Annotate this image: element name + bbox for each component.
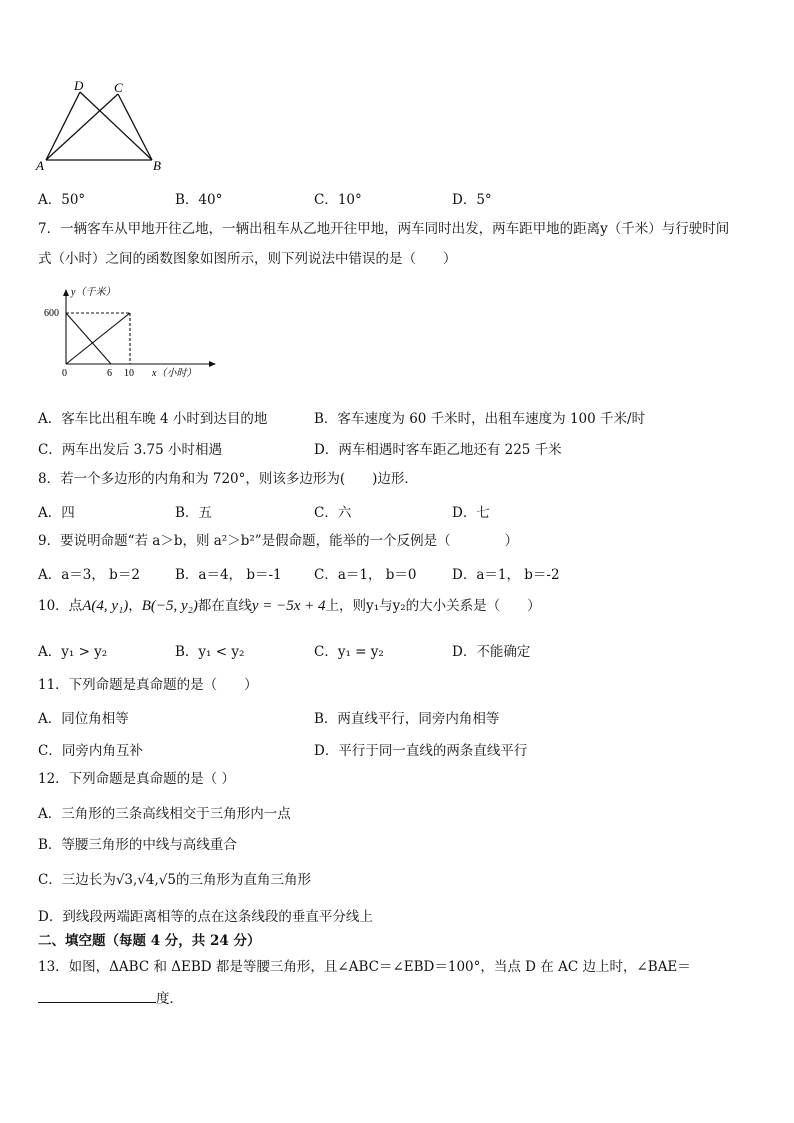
section-title-fill-in: 二、填空题（每题 4 分，共 24 分） [38, 933, 261, 949]
q11-option-d[interactable]: D．平行于同一直线的两条直线平行 [314, 743, 528, 759]
q10-option-c[interactable]: C．y₁ = y₂ [314, 644, 384, 660]
q9-option-a[interactable]: A．a＝3， b＝2 [38, 567, 140, 583]
q10-option-b[interactable]: B．y₁ < y₂ [175, 644, 245, 660]
x-tick-6: 6 [107, 368, 112, 379]
q10-stem [38, 597, 541, 615]
q10-num: 10．点 [38, 598, 83, 614]
q7-option-d[interactable]: D．两车相遇时客车距乙地还有 225 千米 [314, 442, 562, 458]
q11-option-b[interactable]: B．两直线平行，同旁内角相等 [314, 711, 500, 727]
q10-line-equation: y = −5x + 4 [251, 598, 326, 614]
q12-option-d[interactable]: D．到线段两端距离相等的点在这条线段的垂直平分线上 [38, 909, 373, 925]
origin-label: 0 [62, 368, 67, 379]
y-tick-600: 600 [44, 308, 59, 319]
q8-option-b[interactable]: B．五 [175, 505, 212, 521]
q10-point-a: A(4, y₁) [82, 598, 129, 614]
q10-tail: 上，则y₁与y₂的大小关系是（ ） [325, 598, 541, 614]
q11-option-c[interactable]: C．同旁内角互补 [38, 743, 143, 759]
q13-tail: 度． [156, 991, 183, 1007]
q13-stem-line2 [38, 988, 183, 1008]
q6-option-a[interactable]: A．50° [38, 192, 86, 208]
x-axis-label: x（小时） [152, 368, 197, 379]
vertex-label-a: A [36, 158, 44, 173]
q7-option-b[interactable]: B．客车速度为 60 千米时，出租车速度为 100 千米/时 [314, 411, 646, 427]
vertex-label-c: C [114, 80, 123, 95]
q8-option-a[interactable]: A．四 [38, 505, 75, 521]
q12-option-c[interactable]: C．三边长为√3,√4,√5的三角形为直角三角形 [38, 872, 311, 888]
q8-option-c[interactable]: C．六 [314, 505, 352, 521]
q7-distance-time-graph [40, 284, 220, 386]
x-tick-10: 10 [124, 368, 134, 379]
q10-point-b: B(−5, y₂) [141, 598, 198, 614]
q13-stem-line1: 13．如图，ΔABC 和 ΔEBD 都是等腰三角形，且∠ABC＝∠EBD＝100°，当点 D 在 AC 边上时，∠BAE＝ [38, 959, 691, 975]
q7-stem-line1: 7．一辆客车从甲地开往乙地，一辆出租车从乙地开往甲地，两车同时出发，两车距甲地的距离y（千米）与行驶时间 [38, 221, 730, 237]
q7-option-a[interactable]: A．客车比出租车晚 4 小时到达目的地 [38, 411, 268, 427]
q7-option-c[interactable]: C．两车出发后 3.75 小时相遇 [38, 442, 222, 458]
q11-option-a[interactable]: A．同位角相等 [38, 711, 129, 727]
q10-sep: ， [128, 598, 142, 614]
q9-option-c[interactable]: C．a＝1， b＝0 [314, 567, 417, 583]
q12-option-b[interactable]: B．等腰三角形的中线与高线重合 [38, 837, 237, 853]
vertex-label-b: B [153, 158, 161, 173]
q10-mid: 都在直线 [197, 598, 252, 614]
q6-triangle-figure [34, 78, 174, 174]
q11-stem: 11．下列命题是真命题的是（ ） [38, 677, 258, 693]
q6-option-d[interactable]: D．5° [452, 192, 492, 208]
vertex-label-d: D [74, 78, 84, 93]
q8-option-d[interactable]: D．七 [452, 505, 490, 521]
q13-answer-blank[interactable] [38, 988, 156, 1003]
q8-stem: 8．若一个多边形的内角和为 720°，则该多边形为( )边形． [38, 471, 418, 487]
q9-stem: 9．要说明命题“若 a＞b，则 a²＞b²”是假命题，能举的一个反例是（ ） [38, 533, 519, 549]
q6-option-b[interactable]: B．40° [175, 192, 223, 208]
q10-option-a[interactable]: A．y₁ > y₂ [38, 644, 108, 660]
q12-stem: 12．下列命题是真命题的是（ ） [38, 771, 235, 787]
y-axis-label: y（千米） [71, 287, 116, 298]
q9-option-d[interactable]: D．a＝1， b＝-2 [452, 567, 560, 583]
q7-stem-line2: 式（小时）之间的函数图象如图所示，则下列说法中错误的是（ ） [38, 251, 457, 267]
q6-option-c[interactable]: C．10° [314, 192, 362, 208]
q9-option-b[interactable]: B．a＝4， b＝-1 [175, 567, 282, 583]
q10-option-d[interactable]: D．不能确定 [452, 644, 531, 660]
q12-option-a[interactable]: A．三角形的三条高线相交于三角形内一点 [38, 806, 291, 822]
